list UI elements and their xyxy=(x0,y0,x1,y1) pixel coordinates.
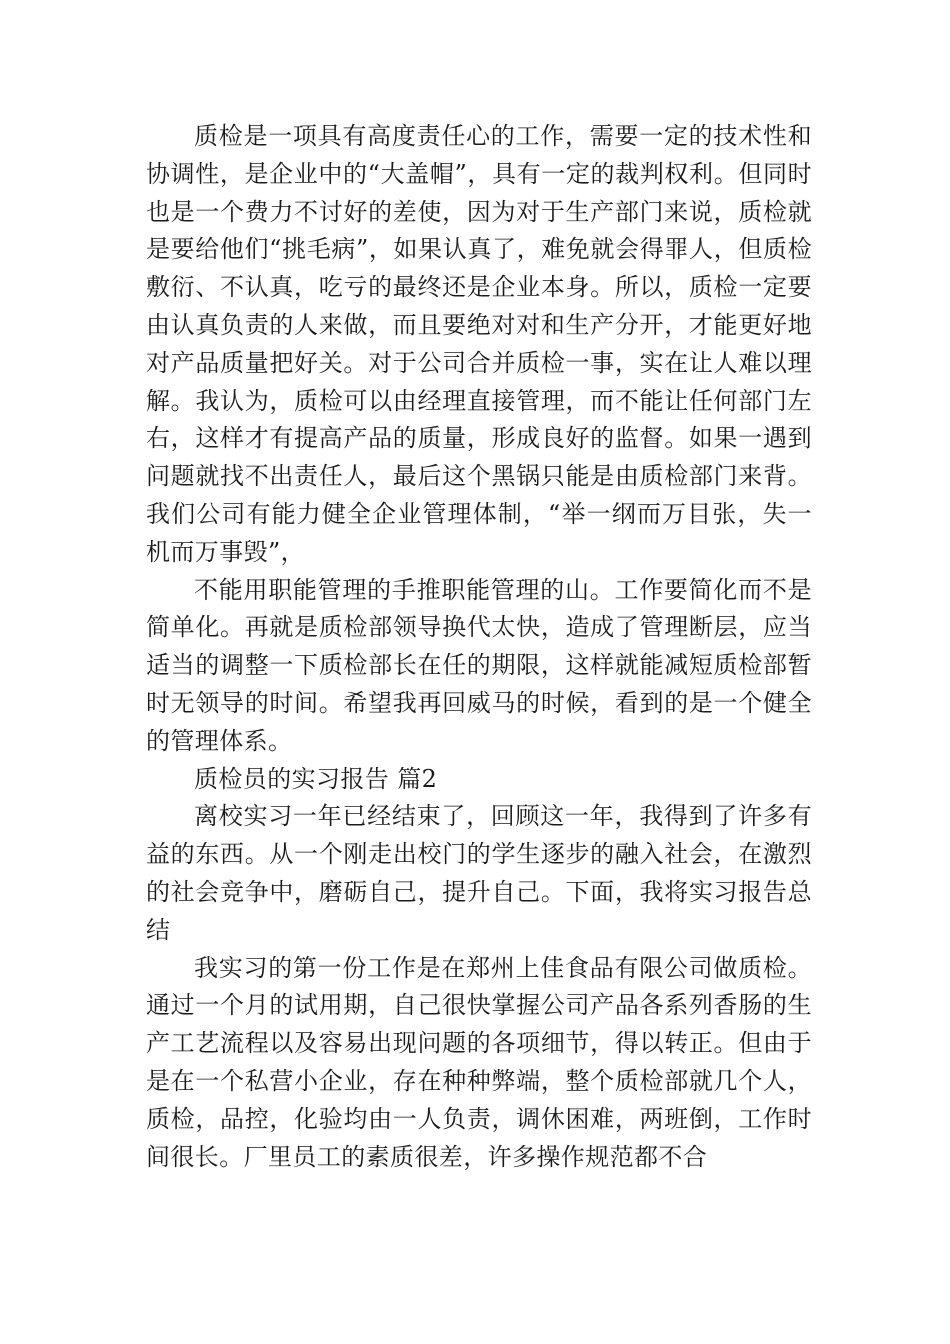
paragraph-quality-inspection-role: 质检是一项具有高度责任心的工作，需要一定的技术性和协调性，是企业中的“大盖帽”，具有一定的裁判权利。但同时也是一个费力不讨好的差使，因为对于生产部门来说，质检就是要给他们“挑毛病”，如果认真了，难免就会得罪人，但质检敷衍、不认真，吃亏的最终还是企业本身。所以，质检一定要由认真负责的人来做，而且要绝对对和生产分开，才能更好地对产品质量把好关。对于公司合并质检一事，实在让人难以理解。我认为，质检可以由经理直接管理，而不能让任何部门左右，这样才有提高产品的质量，形成良好的监督。如果一遇到问题就找不出责任人，最后这个黑锅只能是由质检部门来背。我们公司有能力健全企业管理体制，“举一纲而万目张，失一机而万事毁”， xyxy=(146,122,812,566)
section-heading: 质检员的实习报告 篇2 xyxy=(194,764,438,793)
document-body xyxy=(146,118,812,1176)
paragraph-management-suggestion: 不能用职能管理的手推职能管理的山。工作要简化而不是简单化。再就是质检部领导换代太快，造成了管理断层，应当适当的调整一下质检部长在任的期限，这样就能减短质检部暂时无领导的时间。希望我再回威马的时候，看到的是一个健全的管理体系。 xyxy=(146,575,812,755)
paragraph-first-job: 我实习的第一份工作是在郑州上佳食品有限公司做质检。通过一个月的试用期，自己很快掌握公司产品各系列香肠的生产工艺流程以及容易出现问题的各项细节，得以转正。但由于是在一个私营小企业，存在种种弊端，整个质检部就几个人，质检，品控，化验均由一人负责，调休困难，两班倒，工作时间很长。厂里员工的素质很差，许多操作规范都不合 xyxy=(146,953,812,1171)
paragraph-internship-review: 离校实习一年已经结束了，回顾这一年，我得到了许多有益的东西。从一个刚走出校门的学生逐步的融入社会，在激烈的社会竞争中，磨砺自己，提升自己。下面，我将实习报告总结 xyxy=(146,802,812,944)
